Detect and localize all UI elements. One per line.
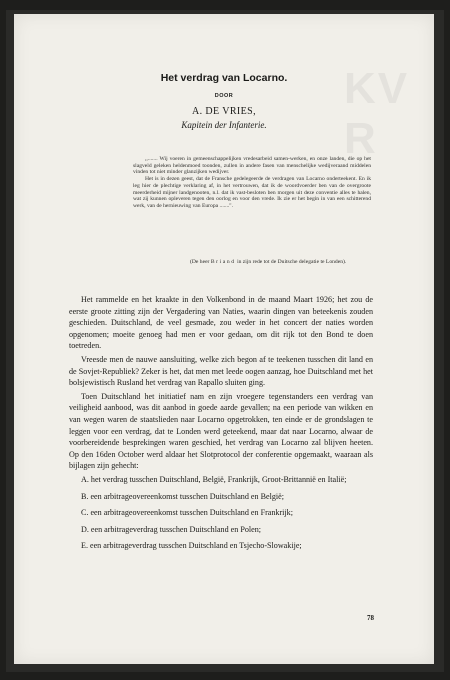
document-page (14, 14, 434, 664)
source-rest: in zijn rede tot de Duitsche delegatie te Londen). (237, 259, 347, 265)
source-name: Briand (210, 259, 236, 265)
list-item: E. een arbitrageverdrag tusschen Duitschland en Tsjecho-Slowakije; (81, 541, 302, 551)
source-open: (De heer (190, 259, 210, 265)
body-paragraph: Toen Duitschland het initiatief nam en zijn vroegere tegenstanders een verdrag van veiligheid aanbood, was dit aanbod in goede aarde gevallen; na een periode van wikken en van wegen waren de staatslieden naar Locarno opgetrokken, ten einde er de grondslagen te leggen voor een verdrag, dat te Londen werd geteekend, maar dat naar Locarno, alwaar de voorbereidende besprekingen waren geschied, het verdrag van Locarno zal blijven heeten. Op den 16den October werd aldaar het Slotprotocol der conferentie opgemaakt, waaraan als bijlagen zijn gehecht: (69, 391, 373, 471)
author-name: A. DE VRIES, (191, 106, 257, 117)
author-rank: Kapitein der Infanterie. (181, 120, 267, 130)
byline-label: DOOR (214, 93, 234, 99)
epigraph-quote (133, 156, 371, 210)
page-number: 78 (367, 614, 374, 622)
article-body (69, 294, 373, 557)
list-item: B. een arbitrageovereenkomst tusschen Duitschland en België; (81, 491, 284, 501)
quote-paragraph: ,,....... Wij voeren in gemeenschappelijken vredesarbeid samen-werken, en onze landen, die op het slagveld geleken heldenmoed toonden, zullen in andere fasen van menschelijke wedijveraand middelen vinden tot niet minder glanzijken wedijver. (133, 156, 371, 176)
quote-source (190, 259, 370, 266)
quote-paragraph: Het is in dezen geest, dat de Fransche gedelegeerde de verdragen van Locarno onderteekent. En ik leg hier de plechtige verklaring af, in het vertrouwen, dat ik de woordvoerder ben van de overgroote meerderheid mijner landgenooten, n.l. dat ik vast-besloten ben morgen uit deze conventie alles te halen, wat zij kunnen opleveren tegen den oorlog en voor den vrede. Ik zie er het begin in van een schitterend werk, van de hernieuwing van Europa .......". (133, 176, 371, 209)
body-paragraph: Het rammelde en het kraakte in den Volkenbond in de maand Maart 1926; het zou de eerste groote zitting zijn der Vergadering van Naties, waarin dingen van beteekenis zouden geschieden. Duitschland, de veel gesmade, zou weder in het concert der naties worden opgenomen; moeite genoeg had men er voor gedaan, om dit rijk tot den Bond te doen toetreden. (69, 295, 373, 351)
list-item: C. een arbitrageovereenkomst tusschen Duitschland en Frankrijk; (81, 508, 293, 518)
article-title: Het verdrag van Locarno. (160, 72, 288, 84)
bleed-through-text: KV R (344, 64, 410, 163)
list-item: D. een arbitrageverdrag tusschen Duitschland en Polen; (81, 524, 262, 534)
list-item: A. het verdrag tusschen Duitschland, België, Frankrijk, Groot-Brittannië en Italië; (81, 474, 347, 484)
body-paragraph: Vreesde men de nauwe aansluiting, welke zich begon af te teekenen tusschen dit land en de Sovjet-Republiek? Zeker is het, dat men met leede oogen aanzag, hoe Duitschland met het bolsjewistisch Rusland het verdrag van Rapallo sluiten ging. (69, 354, 373, 388)
